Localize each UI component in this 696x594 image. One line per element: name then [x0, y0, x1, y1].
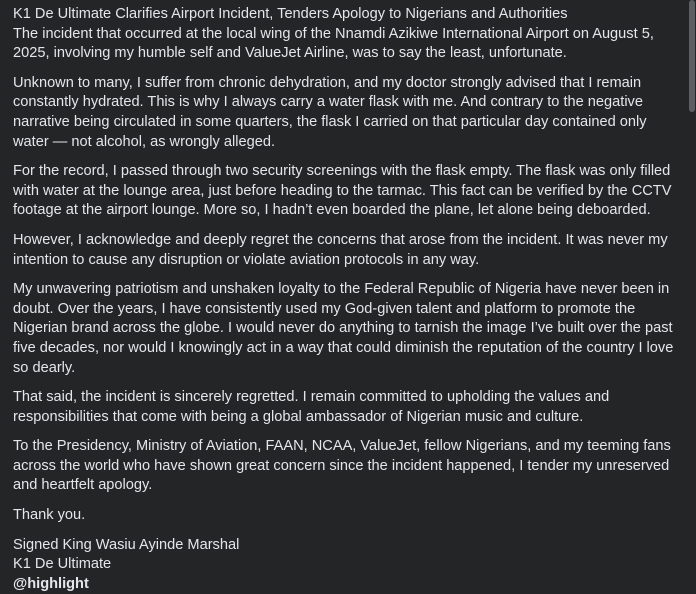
scrollbar-thumb[interactable] — [689, 0, 695, 112]
post-paragraph-1: The incident that occurred at the local wing of the Nnamdi Azikiwe International Airport on August 5, 2025, involving my humble self and ValueJet Airline, was to say the least, unfortunate. — [13, 25, 654, 62]
post-title: K1 De Ultimate Clarifies Airport Incident, Tenders Apology to Nigerians and Authorities — [13, 6, 568, 22]
post-thank-you: Thank you. — [13, 507, 86, 524]
post-paragraph-5: My unwavering patriotism and unshaken loyalty to the Federal Republic of Nigeria have never been in doubt. Over the years, I have consistently used my God-given talent and platform to promote the Nigerian brand across the globe. I would never do anything to tarnish the image I’ve built over the past five decades, nor would I knowingly act in a way that could diminish the reputation of the country I love so dearly. — [13, 281, 674, 376]
post-paragraph-6: That said, the incident is sincerely regretted. I remain committed to upholding the values and responsibilities that come with being a global ambassador of Nigerian music and culture. — [13, 389, 610, 425]
vertical-scrollbar[interactable] — [688, 0, 696, 594]
post-paragraph-4: However, I acknowledge and deeply regret the concerns that arose from the incident. It was never my intention to cause any disruption or violate aviation protocols in any way. — [13, 231, 668, 268]
signature-block — [13, 536, 678, 594]
post-paragraph-3: For the record, I passed through two security screenings with the flask empty. The flask was only filled with water at the lounge area, just before heading to the tarmac. This fact can be verified by the CCTV footage at the airport lounge. More so, I hadn’t even boarded the plane, let alone being deboarded. — [13, 163, 672, 219]
post-paragraph-2: Unknown to many, I suffer from chronic dehydration, and my doctor strongly advised that I remain constantly hydrated. This is why I always carry a water flask with me. And contrary to the negative narrative being circulated in some quarters, the flask I carried on that particular day contained only water — not alcohol, as wrongly alleged. — [13, 74, 647, 150]
highlight-mention-link[interactable]: @highlight — [13, 575, 89, 592]
post-first-paragraph — [13, 5, 678, 64]
signature-line-2: K1 De Ultimate — [13, 556, 112, 573]
signature-line-1: Signed King Wasiu Ayinde Marshal — [13, 536, 240, 553]
post-paragraph-7: To the Presidency, Ministry of Aviation, FAAN, NCAA, ValueJet, fellow Nigerians, and my teeming fans across the world who have shown great concern since the incident happened, I tender my unreserved and heartfelt apology. — [13, 438, 671, 494]
